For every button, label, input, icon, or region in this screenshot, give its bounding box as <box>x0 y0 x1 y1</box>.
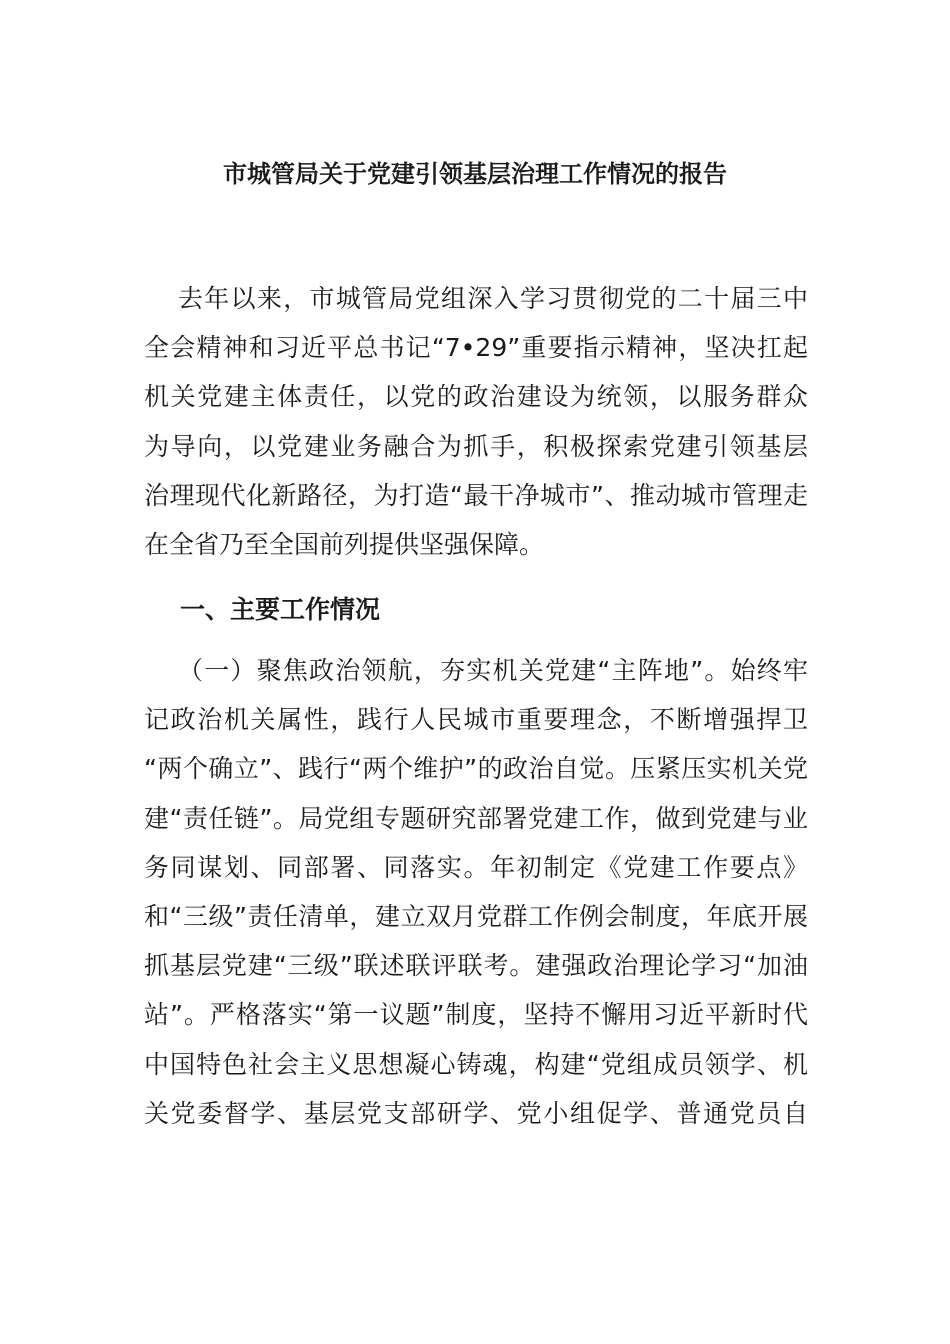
section-line: 建“责任链”。局党组专题研究部署党建工作，做到党建与业 <box>144 803 808 833</box>
section-line: 务同谋划、同部署、同落实。年初制定《党建工作要点》 <box>144 852 808 882</box>
section-line: 关党委督学、基层党支部研学、党小组促学、普通党员自 <box>144 1098 808 1128</box>
section-line: 中国特色社会主义思想凝心铸魂，构建“党组成员领学、机 <box>144 1049 808 1079</box>
intro-line: 机关党建主体责任，以党的政治建设为统领，以服务群众 <box>144 382 808 412</box>
section-line: 站”。严格落实“第一议题”制度，坚持不懈用习近平新时代 <box>144 1000 808 1030</box>
intro-line: 去年以来，市城管局党组深入学习贯彻党的二十届三中 <box>178 284 808 313</box>
section-line: 记政治机关属性，践行人民城市重要理念，不断增强捍卫 <box>144 705 808 735</box>
section-paragraph <box>144 646 808 1138</box>
intro-paragraph <box>144 274 808 569</box>
section-line: 和“三级”责任清单，建立双月党群工作例会制度，年底开展 <box>144 901 808 931</box>
intro-line: 治理现代化新路径，为打造“最干净城市”、推动城市管理走 <box>144 480 808 510</box>
document-title: 市城管局关于党建引领基层治理工作情况的报告 <box>223 160 727 188</box>
intro-line: 为导向，以党建业务融合为抓手，积极探索党建引领基层 <box>144 431 808 461</box>
section-line: “两个确立”、践行“两个维护”的政治自觉。压紧压实机关党 <box>144 754 808 784</box>
intro-line: 全会精神和习近平总书记“7•29”重要指示精神，坚决扛起 <box>144 333 808 363</box>
intro-line: 在全省乃至全国前列提供坚强保障。 <box>144 529 545 559</box>
section-line: 抓基层党建“三级”联述联评联考。建强政治理论学习“加油 <box>144 951 808 981</box>
section-line: （一）聚焦政治领航，夯实机关党建“主阵地”。始终牢 <box>178 656 808 685</box>
section-heading: 一、主要工作情况 <box>180 595 381 624</box>
